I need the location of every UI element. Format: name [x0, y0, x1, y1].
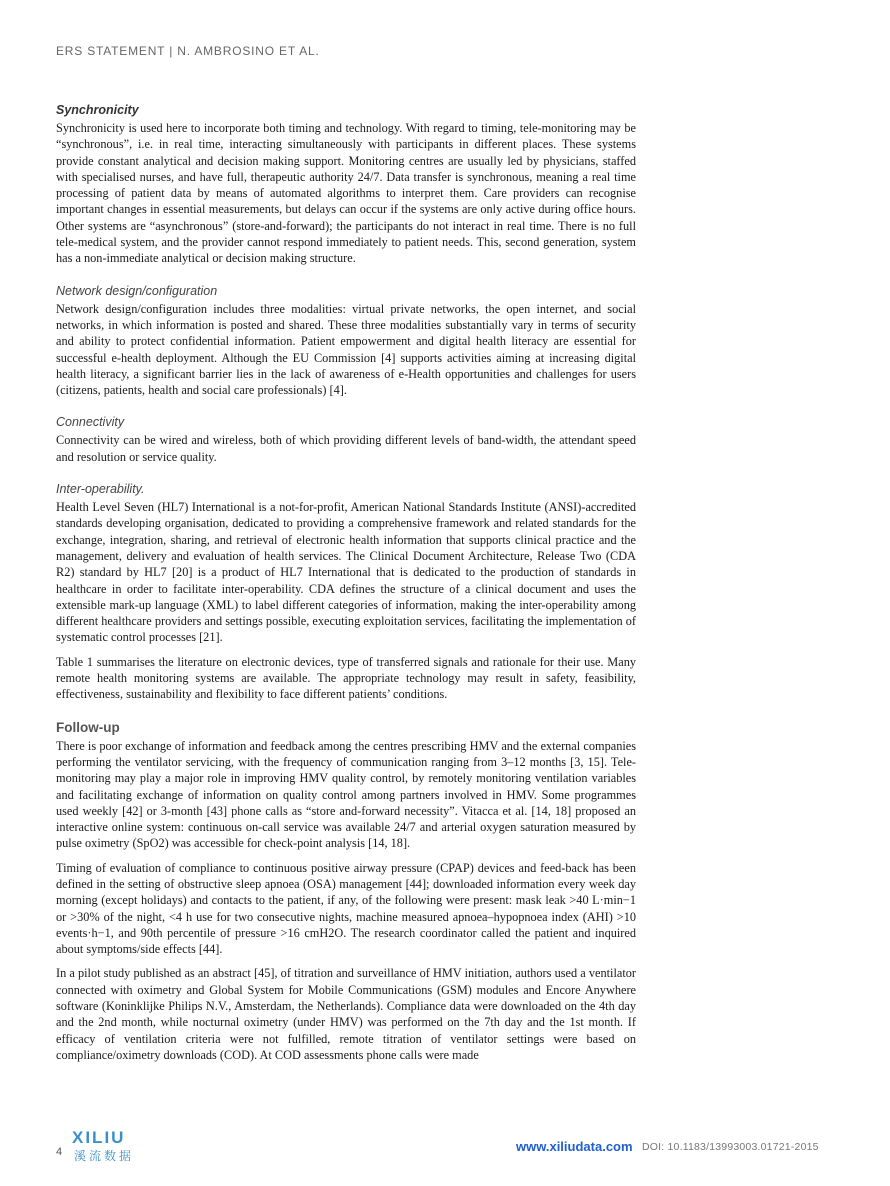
paragraph-interoperability: Health Level Seven (HL7) International is a not-for-profit, American National Standards Institute (ANSI)-accredited standards developing organisation, dedicated to providing a comprehensive framework and related standards for the exchange, integration, sharing, and retrieval of electronic health information that supports clinical practice and the management, delivery and evaluation of health services. The Clinical Document Architecture, Release Two (CDA R2) standard by HL7 [20] is a product of HL7 International that is dedicated to the production of standards in healthcare in order to facilitate inter-operability. CDA defines the structure of a clinical document and uses the extensible mark-up language (XML) to label different categories of information, making the inter-operability among different healthcare providers and settings possible, executing exploitation services, facilitating the implementation of systematic control processes [21].: [56, 500, 636, 645]
paragraph-connectivity: Connectivity can be wired and wireless, both of which providing different levels of band-width, the attendant speed and resolution or service quality.: [56, 433, 636, 464]
paragraph-network: Network design/configuration includes three modalities: virtual private networks, the open internet, and social networks, in which information is posted and shared. These three modalities substantially vary in terms of security and ability to protect confidential information. Patient empowerment and digital health literacy are essential for successful e-health deployment. Although the EU Commission [4] supports activities aiming at increasing digital health literacy, a significant barrier lies in the lack of awareness of e-Health opportunities and challenges for users (citizens, patients, health and social care professionals) [4].: [56, 301, 636, 398]
paragraph-table-summary: Table 1 summarises the literature on electronic devices, type of transferred signals and rationale for their use. Many remote health monitoring systems are available. The appropriate technology may result in safety, feasibility, effectiveness, sustainability and flexibility to face different patients’ conditions.: [56, 654, 636, 702]
page-number: 4: [56, 1146, 63, 1158]
heading-followup: Follow-up: [56, 719, 120, 735]
logo-chinese-text: 溪流数据: [74, 1149, 135, 1163]
paragraph-followup-3: In a pilot study published as an abstract [45], of titration and surveillance of HMV initiation, authors used a ventilator connected with oximetry and Global System for Mobile Communications (GSM) modules and Encore Anywhere software (Koninklijke Philips N.V., Amsterdam, the Netherlands). Compliance data were downloaded on the 4th day and the 2nd month, while nocturnal oximetry (under HMV) was performed on the 7th day and the 1st month. If efficacy of ventilation criteria were not fulfilled, remote titration of ventilator settings were based on compliance/oximetry downloads (COD). At COD assessments phone calls were made: [56, 966, 636, 1062]
article-body: [56, 102, 636, 1076]
paragraph-followup-2: Timing of evaluation of compliance to continuous positive airway pressure (CPAP) devices and feed-back has been defined in the setting of obstructive sleep apnoea (OSA) management [44]; downloaded information every week day morning (except holidays) and contacts to the patient, if any, of the following were present: mask leak >40 L·min−1 or >30% of the night, <4 h use for two consecutive nights, machine measured apnoea–hypopnoea index (AHI) >10 events·h−1, and 90th percentile of pressure >16 cmH2O. The research coordinator called the patient and inquired about symptoms/side effects [44].: [56, 860, 636, 957]
footer-doi: DOI: 10.1183/13993003.01721-2015: [642, 1141, 819, 1153]
heading-connectivity: Connectivity: [56, 415, 125, 430]
xiliu-logo: [72, 1128, 162, 1164]
heading-interoperability: Inter-operability.: [56, 482, 145, 497]
logo-wordmark: XILIU: [72, 1128, 126, 1147]
heading-synchronicity: Synchronicity: [56, 103, 139, 117]
running-head: ERS STATEMENT | N. AMBROSINO ET AL.: [56, 44, 320, 58]
footer-url-link[interactable]: www.xiliudata.com: [516, 1139, 633, 1154]
paragraph-followup-1: There is poor exchange of information and feedback among the centres prescribing HMV and the external companies performing the ventilator servicing, with the frequency of communication ranging from 3–12 months [3, 15]. Tele-monitoring may play a major role in improving HMV quality control, by remotely monitoring ventilation variables and facilitating exchange of information on quality control among partners involved in HMV. Some programmes used weekly [42] or 3-month [43] phone calls as “store and-forward necessity”. Vitacca et al. [14, 18] proposed an interactive online system: continuous on-call service was available 24/7 and arterial oxygen saturation measured by pulse oximetry (SpO2) was accessible for check-point analysis [14, 18].: [56, 738, 636, 851]
heading-network: Network design/configuration: [56, 283, 218, 298]
paragraph-synchronicity: Synchronicity is used here to incorporate both timing and technology. With regard to timing, tele-monitoring may be “synchronous”, i.e. in real time, interacting simultaneously with participants in different places. These systems provide constant analytical and decision making support. Monitoring centres are usually led by physicians, staffed with specialised nurses, and have full, therapeutic authority 24/7. Data transfer is synchronous, meaning a real time processing of patient data by means of automated algorithms to interpret them. Care providers can recognise important changes in essential measurements, but delays can occur if the systems are only active during office hours. Other systems are “asynchronous” (store-and-forward); the participants do not interact in real time. There is no full tele-medical system, and the provider cannot respond immediately to patient needs. This, second generation, system has a non-immediate analytical or decision making structure.: [56, 121, 636, 266]
